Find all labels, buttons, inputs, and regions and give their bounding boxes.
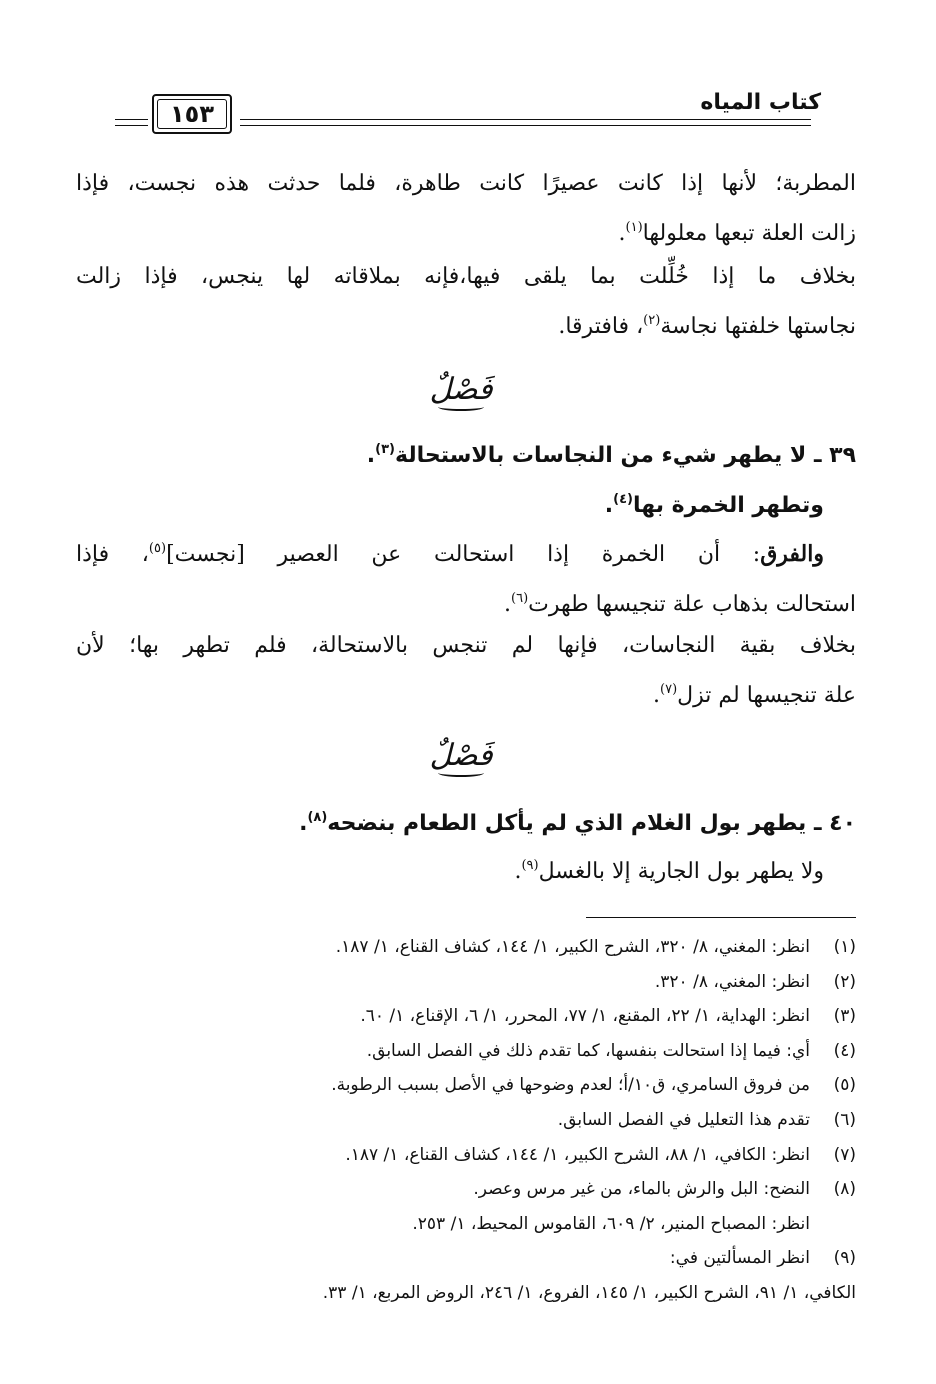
paragraph-2	[76, 255, 856, 349]
footnote-ref: (٩)	[521, 858, 539, 873]
paragraph-line: بخلاف بقية النجاسات، فإنها لم تنجس بالاستحالة، فلم تطهر بها؛ لأن	[76, 633, 856, 658]
footnote-text: انظر: المغني، ٨/ ٣٢٠، الشرح الكبير، ١/ ١٤٤، كشاف القناع، ١/ ١٨٧.	[335, 937, 810, 957]
footnote-text: تقدم هذا التعليل في الفصل السابق.	[557, 1109, 810, 1130]
footnote-text: انظر: المغني، ٨/ ٣٢٠.	[654, 971, 810, 992]
footnote-ref: (٨)	[307, 810, 328, 825]
text-run: استحالت بذهاب علة تنجيسها طهرت	[528, 592, 856, 617]
header-rule-left	[115, 119, 148, 120]
heading-number: ٣٩ ـ	[813, 443, 856, 468]
text-run: نجاستها خلفتها نجاسة	[660, 314, 856, 339]
footnote-text: انظر: الكافي، ١/ ٨٨، الشرح الكبير، ١/ ١٤٤، كشاف القناع، ١/ ١٨٧.	[345, 1144, 810, 1165]
paragraph-line	[76, 299, 856, 349]
footnote-ref: (٢)	[643, 313, 661, 328]
heading-text: ولا يطهر بول الجارية إلا بالغسل	[538, 859, 824, 884]
page-number-frame	[152, 94, 232, 134]
footnote-ref: (٥)	[148, 541, 167, 556]
footnote-number: (٢)	[833, 971, 856, 992]
footnote-text: أي: فيما إذا استحالت بنفسها، كما تقدم ذلك في الفصل السابق.	[366, 1040, 810, 1061]
paragraph-line: المطربة؛ لأنها إذا كانت عصيرًا كانت طاهرة، فلما حدثت هذه نجست، فإذا	[76, 171, 856, 196]
paragraph-1	[76, 162, 856, 256]
section-subheading-39	[605, 480, 824, 526]
section-heading-40	[299, 798, 856, 844]
section-ornament: فَصْلٌ	[411, 738, 511, 777]
footnote-item	[66, 1068, 856, 1103]
footnote-number: (٣)	[833, 1006, 856, 1027]
paragraph-4	[76, 624, 856, 718]
footnote-item	[66, 1172, 856, 1207]
footnote-ref: (٤)	[613, 492, 633, 507]
footnote-item	[66, 1103, 856, 1138]
text-run: .	[504, 592, 512, 617]
footnote-number: (٦)	[833, 1109, 856, 1130]
footnote-ref: (٣)	[375, 442, 395, 457]
text-run: .	[366, 443, 376, 468]
section-ornament: فَصْلٌ	[411, 372, 511, 411]
paragraph-line	[76, 577, 856, 627]
text-run: .	[514, 859, 522, 884]
heading-text: لا يطهر شيء من النجاسات بالاستحالة	[395, 443, 807, 468]
text-run: ، فافترقا.	[558, 314, 644, 339]
page-number: ١٥٣	[170, 100, 214, 128]
section-heading-39	[367, 430, 856, 476]
header-rule-right	[240, 119, 811, 120]
footnote-item	[66, 930, 856, 965]
header-rule-right-2	[240, 125, 811, 126]
heading-text: وتطهر الخمرة بها	[632, 493, 824, 518]
footnote-ref: (٦)	[511, 591, 529, 606]
heading-text: يطهر بول الغلام الذي لم يأكل الطعام بنضحه	[327, 811, 807, 836]
footnote-item	[66, 1034, 856, 1069]
header-rule-left-2	[115, 125, 148, 126]
term-label: والفرق	[760, 541, 824, 567]
text-run: : أن الخمرة إذا استحالت عن العصير [نجست]	[166, 542, 761, 567]
footnote-item	[66, 965, 856, 1000]
footnote-number: (٤)	[833, 1040, 856, 1061]
footnote-ref: (١)	[625, 220, 643, 235]
chapter-title: كتاب المياه	[700, 90, 821, 115]
heading-number: ٤٠ ـ	[813, 811, 856, 836]
footnote-number: (٨)	[833, 1179, 856, 1200]
text-run: .	[653, 683, 660, 708]
footnote-item	[66, 999, 856, 1034]
text-run: .	[299, 811, 308, 836]
footnote-text: انظر المسألتين في:	[669, 1248, 810, 1269]
footnote-number: (٩)	[833, 1248, 856, 1269]
footnote-separator	[586, 917, 856, 918]
paragraph-line: بخلاف ما إذا خُلِّلت بما يلقى فيها،فإنه بملاقاته لها ينجس، فإذا زالت	[76, 264, 856, 289]
footnote-item	[66, 1241, 856, 1276]
footnote-text: انظر: الهداية، ١/ ٢٢، المقنع، ١/ ٧٧، المحرر، ١/ ٦، الإقناع، ١/ ٦٠.	[360, 1006, 810, 1027]
text-run: .	[604, 493, 614, 518]
text-run: زالت العلة تبعها معلولها	[642, 221, 856, 246]
footnote-number: (٧)	[833, 1144, 856, 1165]
paragraph-3	[76, 527, 856, 627]
footnote-continuation: انظر: المصباح المنير، ٢/ ٦٠٩، القاموس المحيط، ١/ ٢٥٣.	[412, 1213, 810, 1234]
footnote-ref: (٧)	[660, 682, 678, 697]
footnote-item	[66, 1138, 856, 1173]
footnote-continuation: الكافي، ١/ ٩١، الشرح الكبير، ١/ ١٤٥، الفروع، ١/ ٢٤٦، الروض المربع، ١/ ٣٣.	[322, 1282, 856, 1303]
paragraph-line	[76, 527, 856, 577]
text-run: علة تنجيسها لم تزل	[677, 683, 856, 708]
footnote-number: (٥)	[833, 1075, 856, 1096]
paragraph-line	[76, 668, 856, 718]
paragraph-line	[76, 206, 856, 256]
footnote-text: من فروق السامري، ق١٠/أ؛ لعدم وضوحها في الأصل بسبب الرطوبة.	[331, 1075, 810, 1096]
footnotes	[66, 930, 856, 1311]
footnote-number: (١)	[833, 937, 856, 957]
text-run: ، فإذا	[76, 542, 149, 567]
footnote-text: النضح: البل والرش بالماء، من غير مرس وعصر.	[473, 1179, 810, 1200]
text-run: .	[618, 221, 626, 246]
section-subheading-40	[514, 846, 824, 892]
